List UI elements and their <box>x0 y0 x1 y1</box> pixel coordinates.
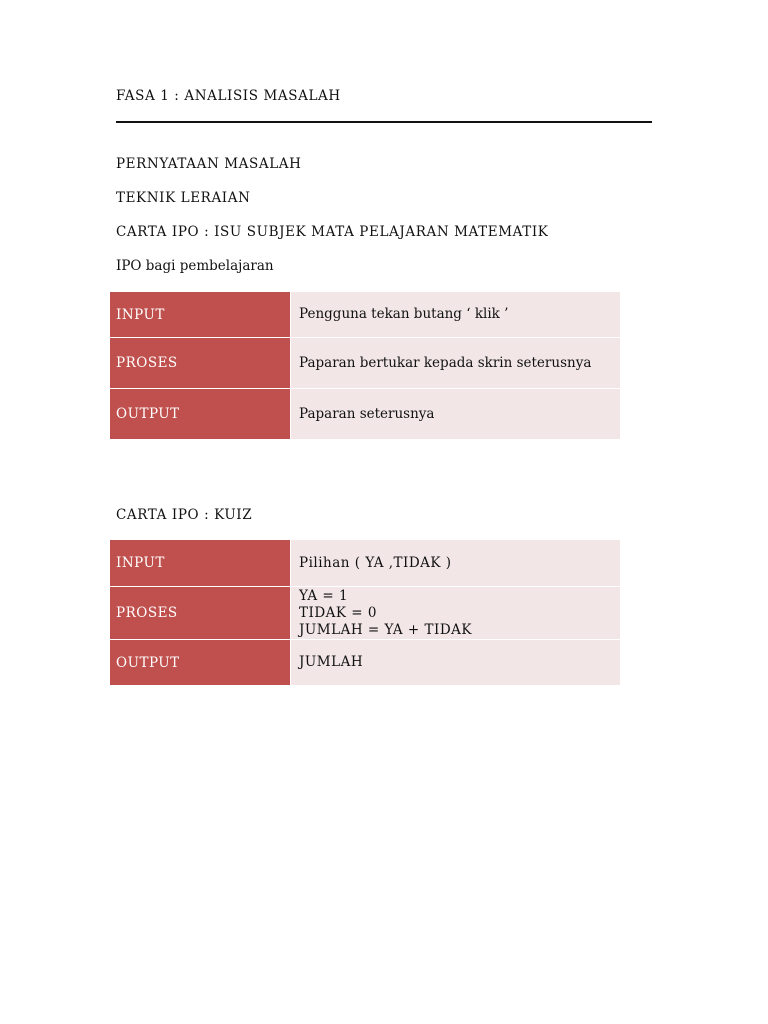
ipo-value-input <box>291 540 620 586</box>
section-problem-statement: PERNYATAAN MASALAH <box>116 156 302 172</box>
section-ipo-subject: CARTA IPO : ISU SUBJEK MATA PELAJARAN MATEMATIK <box>116 224 549 240</box>
ipo-key-process: PROSES <box>110 338 291 388</box>
ipo-value-text: Paparan bertukar kepada skrin seterusnya <box>299 354 592 371</box>
table-row <box>110 292 620 338</box>
table-row <box>110 389 620 439</box>
ipo-learning-label: IPO bagi pembelajaran <box>116 258 274 274</box>
ipo-key-process: PROSES <box>110 587 291 639</box>
ipo-value-line: YA = 1 <box>299 587 349 604</box>
title-underline <box>116 121 652 123</box>
ipo-key-output: OUTPUT <box>110 640 291 685</box>
section-ipo-quiz: CARTA IPO : KUIZ <box>116 507 253 523</box>
ipo-value-process <box>291 587 620 639</box>
ipo-value-text: Pilihan ( YA ,TIDAK ) <box>299 554 452 571</box>
ipo-value-text: JUMLAH <box>299 654 364 670</box>
ipo-value-output <box>291 640 620 685</box>
phase-title: FASA 1 : ANALISIS MASALAH <box>116 88 341 104</box>
ipo-table-quiz <box>110 540 620 685</box>
ipo-value-text: Paparan seterusnya <box>299 405 435 422</box>
ipo-key-input: INPUT <box>110 540 291 586</box>
ipo-value-text: Pengguna tekan butang ‘ klik ’ <box>299 306 509 322</box>
table-row <box>110 640 620 685</box>
ipo-value-process <box>291 338 620 388</box>
table-row <box>110 587 620 640</box>
ipo-value-input <box>291 292 620 337</box>
section-decomposition-technique: TEKNIK LERAIAN <box>116 190 251 206</box>
ipo-value-line: TIDAK = 0 <box>299 604 377 621</box>
ipo-key-input: INPUT <box>110 292 291 337</box>
table-row <box>110 338 620 389</box>
table-row <box>110 540 620 587</box>
ipo-value-output <box>291 389 620 439</box>
ipo-table-learning <box>110 292 620 439</box>
ipo-value-line: JUMLAH = YA + TIDAK <box>299 621 472 638</box>
ipo-key-output: OUTPUT <box>110 389 291 439</box>
